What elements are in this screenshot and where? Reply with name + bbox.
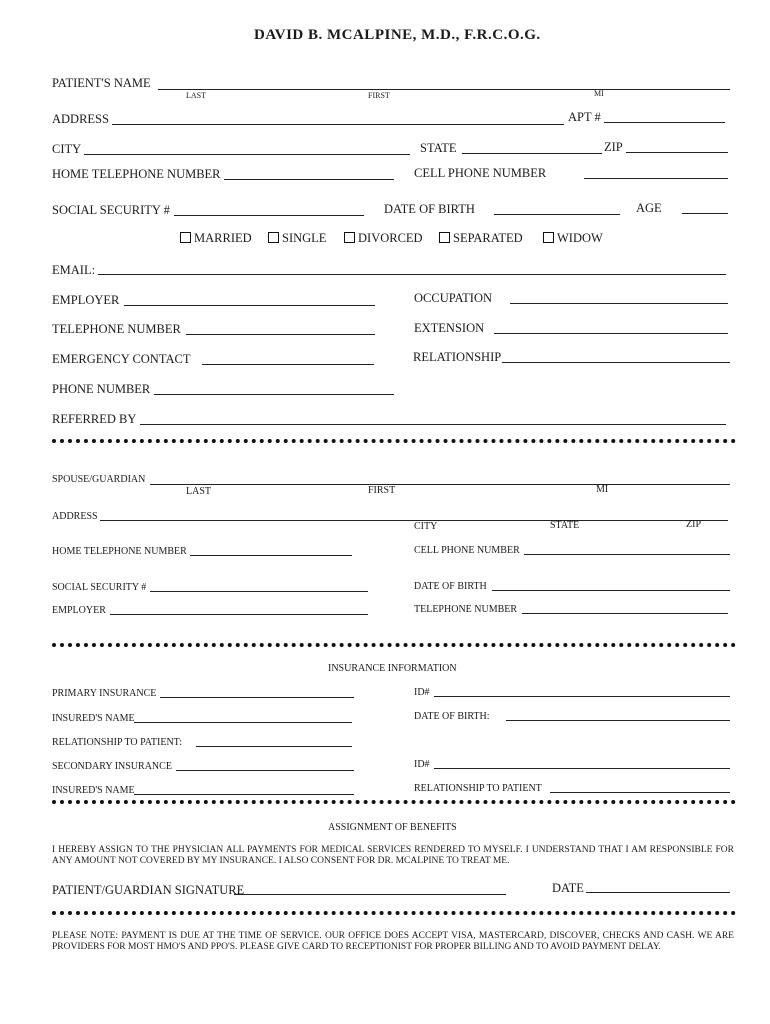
insured-name2-label: INSURED'S NAME [52,785,135,796]
form-title: DAVID B. MCALPINE, M.D., F.R.C.O.G. [254,27,541,43]
spouse-dob-label: DATE OF BIRTH [414,581,487,592]
assignment-heading: ASSIGNMENT OF BENEFITS [328,822,457,833]
patient-home-phone-label: HOME TELEPHONE NUMBER [52,167,221,181]
emergency-relationship-label: RELATIONSHIP [413,350,502,364]
spouse-name-field[interactable] [150,484,730,485]
spouse-dob-field[interactable] [492,590,730,591]
spouse-ssn-field[interactable] [150,591,368,592]
signature-date-label: DATE [552,881,584,895]
patient-occupation-field[interactable] [510,303,728,304]
patient-name-field[interactable] [158,89,730,90]
patient-city-field[interactable] [84,154,410,155]
spouse-city-label: CITY [414,521,438,532]
checkbox-widow[interactable] [543,232,554,243]
patient-telephone-field[interactable] [186,334,375,335]
signature-field[interactable] [234,894,506,895]
spouse-home-phone-label: HOME TELEPHONE NUMBER [52,546,187,557]
primary-id-label: ID# [414,687,430,698]
primary-id-field[interactable] [434,696,730,697]
checkbox-separated[interactable] [439,232,450,243]
relationship2-field[interactable] [550,792,730,793]
insured-name-field[interactable] [134,722,352,723]
patient-email-field[interactable] [98,274,726,275]
patient-state-label: STATE [420,141,457,155]
patient-ssn-field[interactable] [174,215,364,216]
patient-extension-field[interactable] [494,333,728,334]
referred-by-label: REFERRED BY [52,412,137,426]
marital-single[interactable]: SINGLE [268,231,326,246]
patient-email-label: EMAIL: [52,263,96,277]
patient-dob-field[interactable] [494,214,620,215]
spouse-cell-phone-field[interactable] [524,554,730,555]
patient-telephone-label: TELEPHONE NUMBER [52,322,181,336]
spouse-ssn-label: SOCIAL SECURITY # [52,582,147,593]
spouse-home-phone-field[interactable] [190,555,352,556]
spouse-mi-label: MI [596,484,609,495]
patient-home-phone-field[interactable] [224,179,394,180]
relationship-to-patient-field[interactable] [196,746,352,747]
patient-city-label: CITY [52,142,82,156]
insured-name2-field[interactable] [134,794,354,795]
patient-apt-label: APT # [568,110,601,124]
emergency-relationship-field[interactable] [502,362,730,363]
spouse-cell-phone-label: CELL PHONE NUMBER [414,545,520,556]
spouse-telephone-label: TELEPHONE NUMBER [414,604,518,615]
section-divider [52,643,736,647]
marital-widow[interactable]: WIDOW [543,231,603,246]
spouse-first-label: FIRST [368,485,396,496]
patient-last-label: LAST [186,91,206,100]
patient-age-label: AGE [636,201,662,215]
checkbox-divorced[interactable] [344,232,355,243]
section-divider [52,800,736,804]
marital-married[interactable]: MARRIED [180,231,252,246]
patient-occupation-label: OCCUPATION [414,291,493,305]
secondary-insurance-label: SECONDARY INSURANCE [52,761,172,772]
emergency-contact-label: EMERGENCY CONTACT [52,352,191,366]
spouse-address-label: ADDRESS [52,511,98,522]
spouse-employer-field[interactable] [110,614,368,615]
section-divider [52,439,736,443]
secondary-insurance-field[interactable] [176,770,354,771]
spouse-zip-label: ZIP [686,519,701,530]
patient-state-field[interactable] [462,153,602,154]
patient-address-field[interactable] [112,124,564,125]
relationship-to-patient-label: RELATIONSHIP TO PATIENT: [52,737,183,748]
spouse-telephone-field[interactable] [522,613,728,614]
patient-first-label: FIRST [368,91,390,100]
patient-dob-label: DATE OF BIRTH [384,202,475,216]
primary-insurance-field[interactable] [160,697,354,698]
patient-zip-label: ZIP [604,140,623,154]
relationship2-label: RELATIONSHIP TO PATIENT [414,783,542,794]
emergency-phone-label: PHONE NUMBER [52,382,151,396]
patient-extension-label: EXTENSION [414,321,485,335]
spouse-state-label: STATE [550,520,580,531]
patient-cell-phone-field[interactable] [584,178,728,179]
section-divider [52,911,736,915]
spouse-label: SPOUSE/GUARDIAN [52,474,146,485]
assignment-text: I HEREBY ASSIGN TO THE PHYSICIAN ALL PAYMENTS FOR MEDICAL SERVICES RENDERED TO MYSELF. I UNDERSTAND THAT I AM RESPONSIBLE FOR ANY AMOUNT NOT COVERED BY MY INSURANCE. I ALSO CONSENT FOR DR. MCALPINE TO TREAT ME. [52,845,734,866]
marital-divorced[interactable]: DIVORCED [344,231,423,246]
insurance-heading: INSURANCE INFORMATION [328,663,457,674]
secondary-id-label: ID# [414,759,430,770]
patient-apt-field[interactable] [604,122,725,123]
payment-note: PLEASE NOTE: PAYMENT IS DUE AT THE TIME OF SERVICE. OUR OFFICE DOES ACCEPT VISA, MASTERCARD, DISCOVER, CHECKS AND CASH. WE ARE PROVIDERS FOR MOST HMO'S AND PPO'S. PLEASE GIVE CARD TO RECEPTIONIST FOR PROPER BILLING AND TO AVOID PAYMENT DELAY. [52,931,734,952]
primary-insurance-label: PRIMARY INSURANCE [52,688,157,699]
patient-employer-label: EMPLOYER [52,293,120,307]
checkbox-married[interactable] [180,232,191,243]
insured-dob-field[interactable] [506,720,730,721]
signature-date-field[interactable] [586,892,730,893]
patient-zip-field[interactable] [626,152,728,153]
patient-address-label: ADDRESS [52,112,109,126]
insured-dob-label: DATE OF BIRTH: [414,711,490,722]
marital-separated[interactable]: SEPARATED [439,231,523,246]
patient-ssn-label: SOCIAL SECURITY # [52,203,170,217]
patient-cell-phone-label: CELL PHONE NUMBER [414,166,547,180]
spouse-employer-label: EMPLOYER [52,605,106,616]
insured-name-label: INSURED'S NAME [52,713,135,724]
emergency-phone-field[interactable] [154,394,394,395]
patient-name-label: PATIENT'S NAME [52,76,151,90]
checkbox-single[interactable] [268,232,279,243]
referred-by-field[interactable] [140,424,726,425]
secondary-id-field[interactable] [434,768,730,769]
patient-mi-label: MI [594,89,604,98]
patient-age-field[interactable] [682,213,728,214]
signature-label: PATIENT/GUARDIAN SIGNATURE [52,883,245,897]
patient-employer-field[interactable] [124,305,375,306]
spouse-last-label: LAST [186,486,211,497]
emergency-contact-field[interactable] [202,364,374,365]
